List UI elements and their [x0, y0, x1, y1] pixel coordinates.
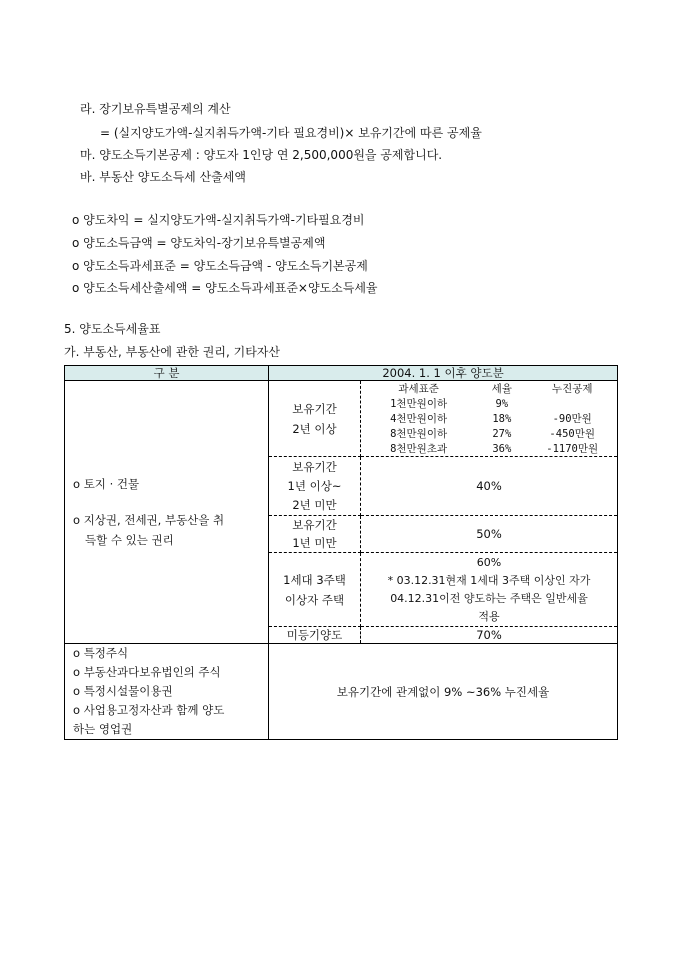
ra-formula: = (실지양도가액-실지취득가액-기타 필요경비)× 보유기간에 따른 공제율 [100, 126, 482, 140]
period-under-1-label: 보유기간 1년 미만 [269, 516, 361, 553]
three-house-note: 적용 [478, 609, 500, 623]
section5-title: 5. 양도소득세율표 [64, 322, 161, 336]
unregistered-label: 미등기양도 [269, 627, 361, 644]
bracket-rate: 36% [492, 442, 512, 455]
category-item: ο 지상권, 전세권, 부동산을 취 [73, 513, 225, 527]
three-house-rate-cell [361, 553, 618, 627]
bracket-rate: 27% [492, 427, 512, 440]
three-house-label: 1세대 3주택 이상자 주택 [269, 553, 361, 627]
rate-three-house: 60% [476, 555, 502, 569]
land-building-category [65, 381, 269, 644]
col-rate: 세율 [491, 383, 512, 395]
section-ba: 바. 부동산 양도소득세 산출세액 [80, 170, 246, 184]
formula-tax-amount: ο 양도소득세산출세액 = 양도소득과세표준×양도소득세율 [72, 281, 378, 295]
col-tax-base: 과세표준 [398, 383, 439, 395]
bracket-base: 8천만원초과 [390, 443, 448, 455]
other-assets-rate: 보유기간에 관계없이 9% ~36% 누진세율 [269, 644, 618, 740]
category-item: 하는 영업권 [73, 722, 133, 736]
three-house-note: 04.12.31이전 양도하는 주택은 일반세율 [390, 591, 588, 605]
rate-under-1: 50% [361, 516, 618, 553]
period-1-to-2-label: 보유기간 1년 이상~ 2년 미만 [269, 457, 361, 516]
other-assets-category [65, 644, 269, 740]
col-deduction: 누진공제 [551, 383, 593, 395]
progressive-rate-cell [361, 381, 618, 457]
category-item: ο 특정시설물이용권 [73, 684, 173, 698]
section-ra: 라. 장기보유특별공제의 계산 [80, 102, 231, 116]
tax-rate-table [64, 365, 618, 740]
three-house-note: * 03.12.31현재 1세대 3주택 이상인 자가 [387, 573, 591, 587]
rate-unregistered: 70% [361, 627, 618, 644]
section5-subtitle: 가. 부동산, 부동산에 관한 권리, 기타자산 [64, 345, 280, 359]
category-item: ο 사업용고정자산과 함께 양도 [73, 703, 225, 717]
bracket-deduction: -1170만원 [546, 443, 599, 455]
progressive-rate-table [361, 381, 617, 456]
bracket-rate: 9% [495, 397, 509, 410]
rate-1-to-2: 40% [361, 457, 618, 516]
bracket-base: 4천만원이하 [390, 413, 448, 425]
formula-income: ο 양도소득금액 = 양도차익-장기보유특별공제액 [72, 236, 326, 250]
category-item: ο 부동산과다보유법인의 주식 [73, 665, 221, 679]
formula-gain: ο 양도차익 = 실지양도가액-실지취득가액-기타필요경비 [72, 213, 365, 227]
category-item: ο 토지 · 건물 [73, 477, 140, 491]
section-ma: 마. 양도소득기본공제 : 양도자 1인당 연 2,500,000원을 공제합니다. [80, 148, 443, 162]
bracket-deduction: -90만원 [552, 413, 592, 425]
bracket-deduction: -450만원 [549, 428, 595, 440]
bracket-base: 8천만원이하 [390, 428, 448, 440]
bracket-deduction [527, 396, 617, 411]
category-item: ο 특정주식 [73, 646, 129, 660]
bracket-base: 1천만원이하 [390, 398, 448, 410]
header-period: 2004. 1. 1 이후 양도분 [269, 366, 618, 381]
period-over-2-label: 보유기간 2년 이상 [269, 381, 361, 457]
header-category: 구 분 [65, 366, 269, 381]
bracket-rate: 18% [492, 412, 512, 425]
formula-tax-base: ο 양도소득과세표준 = 양도소득금액 - 양도소득기본공제 [72, 259, 368, 273]
category-item: 득할 수 있는 권리 [85, 533, 174, 547]
